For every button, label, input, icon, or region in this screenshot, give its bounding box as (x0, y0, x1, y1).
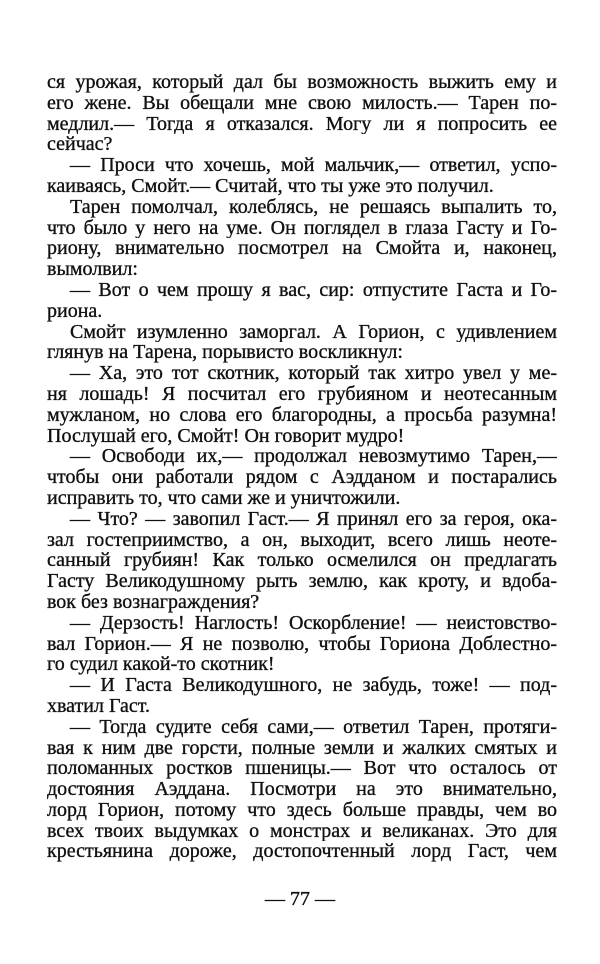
text-line: — Ха, это тот скотник, который так хитро увел у ме- (70, 363, 557, 384)
text-line: хватил Гаст. (47, 694, 151, 717)
paragraph (47, 613, 557, 675)
text-line: каиваясь, Смойт.— Считай, что ты уже это получил. (47, 174, 494, 197)
text-line: крестьянина дороже, достопочтенный лорд Гаст, чем (47, 841, 557, 863)
paragraph (47, 197, 557, 280)
text-line: — Освободи их,— продолжал невозмутимо Тарен,— (70, 446, 557, 468)
text-line: ся урожая, который дал бы возможность выжить ему и (47, 72, 557, 93)
text-line: вок без вознаграждения? (47, 590, 260, 613)
paragraph (47, 446, 557, 508)
text-line: риону, внимательно посмотрел на Смойта и, наконец, (47, 238, 557, 260)
paragraph (47, 155, 557, 197)
book-page-text (47, 72, 557, 862)
text-line: вымолвил: (47, 258, 138, 281)
text-line: — Проси что хочешь, мой мальчик,— ответил, успо- (70, 155, 557, 176)
paragraph (47, 72, 557, 155)
text-line: — И Гаста Великодушного, не забудь, тоже! — под- (70, 675, 557, 696)
text-line: Гасту Великодушному рыть землю, как кроту, и вдоба- (47, 571, 557, 592)
text-line: Тарен помолчал, колеблясь, не решаясь выпалить то, (70, 196, 557, 218)
text-line: — Тогда судите себя сами,— ответил Тарен, протяги- (70, 716, 557, 738)
text-line: — Что? — завопил Гаст.— Я принял его за героя, ока- (70, 508, 557, 530)
paragraph (47, 280, 557, 322)
text-line: что было у него на уме. Он поглядел в глаза Гасту и Го- (47, 217, 557, 239)
text-line: сейчас? (47, 133, 113, 156)
paragraph (47, 509, 557, 613)
text-line: всех твоих выдумках о монстрах и великанах. Это для (47, 820, 557, 842)
text-line: достояния Аэддана. Посмотри на это внимательно, (47, 779, 557, 800)
text-line: Смойт изумленно заморгал. А Горион, с удивлением (70, 321, 557, 343)
paragraph (47, 675, 557, 717)
text-line: вал Горион.— Я не позволю, чтобы Гориона Доблестно- (47, 633, 557, 655)
text-line: — Вот о чем прошу я вас, сир: отпустите Гаста и Го- (70, 279, 557, 301)
text-line: лорд Горион, потому что здесь больше правды, чем во (47, 799, 557, 821)
text-line: поломанных ростков пшеницы.— Вот что осталось от (47, 758, 557, 780)
text-line: ня лошадь! Я посчитал его грубияном и неотесанным (47, 383, 557, 405)
text-line: зал гостеприимство, а он, выходит, всего лишь неоте- (47, 529, 557, 551)
text-line: вая к ним две горсти, полные земли и жалких смятых и (47, 737, 557, 759)
paragraph (47, 363, 557, 446)
text-line: медлил.— Тогда я отказался. Могу ли я попросить ее (47, 113, 557, 135)
text-line: санный грубиян! Как только осмелился он предлагать (47, 550, 557, 572)
text-line: мужланом, но слова его благородны, а просьба разумна! (47, 404, 557, 426)
text-line: риона. (47, 299, 103, 322)
paragraph (47, 322, 557, 364)
text-line: чтобы они работали рядом с Аэдданом и постарались (47, 467, 557, 488)
text-line: его жене. Вы обещали мне свою милость.— Тарен по- (47, 92, 557, 114)
paragraph (47, 717, 557, 863)
text-line: исправить то, что сами же и уничтожили. (47, 486, 401, 509)
text-line: глянув на Тарена, порывисто воскликнул: (47, 341, 403, 364)
text-line: — Дерзость! Наглость! Оскорбление! — неистовство- (70, 612, 557, 634)
text-line: го судил какой-то скотник! (47, 653, 275, 676)
page-number: — 77 — (265, 888, 335, 910)
text-line: Послушай его, Смойт! Он говорит мудро! (47, 424, 405, 447)
